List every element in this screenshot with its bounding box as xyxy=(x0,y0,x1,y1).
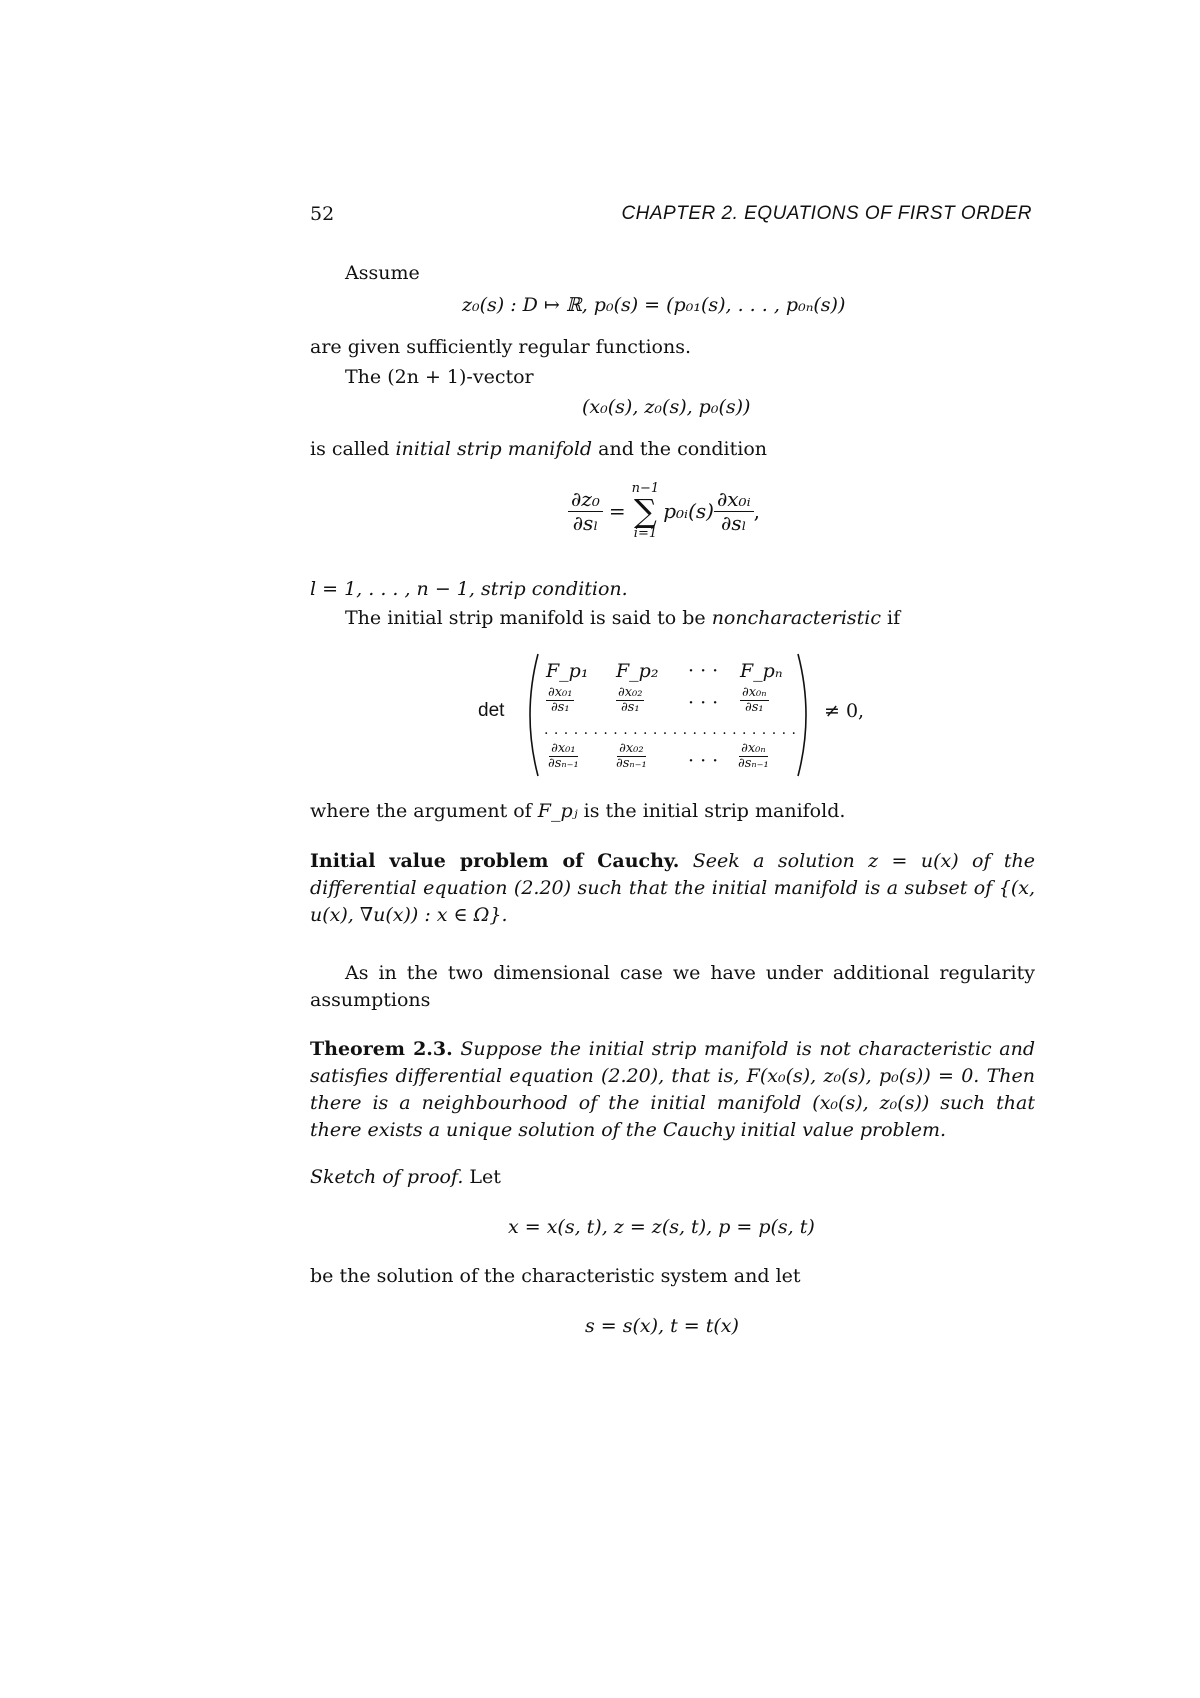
equation-strip-vector: (x₀(s), z₀(s), p₀(s)) xyxy=(582,396,751,418)
strip-condition-range: l = 1, . . . , n − 1, xyxy=(310,578,481,600)
theorem-paragraph xyxy=(310,1036,1035,1144)
fraction-denominator: ∂sₗ xyxy=(572,510,599,535)
right-paren xyxy=(792,652,818,778)
fraction-numerator: ∂z₀ xyxy=(568,488,603,512)
fraction-numerator: ∂x₀₂ xyxy=(618,685,643,700)
fraction-denominator: ∂sₗ xyxy=(721,510,747,535)
ivp-paragraph xyxy=(310,848,1035,929)
fraction-denominator: ∂s₁ xyxy=(620,699,640,715)
proof-intro xyxy=(310,1166,501,1188)
proof-let: Let xyxy=(463,1166,501,1188)
ivp-text: Seek a solution z = u(x) of the differential equation (2.20) such that the initial manifold is a subset of {(x, u(x), ∇u(x)) : x ∈ Ω}. xyxy=(310,850,1035,926)
equation-strip-condition xyxy=(568,482,760,540)
matrix-fraction xyxy=(614,742,649,770)
equation-characteristic-solution: x = x(s, t), z = z(s, t), p = p(s, t) xyxy=(508,1216,815,1238)
equation-given-functions: z₀(s) : D ↦ ℝ, p₀(s) = (p₀₁(s), . . . , p₀ₙ(s)) xyxy=(462,294,846,316)
theorem-title: Theorem 2.3. xyxy=(310,1038,453,1060)
term-strip-condition: strip condition. xyxy=(480,578,628,600)
called-pre: is called xyxy=(310,438,396,460)
matrix-fraction xyxy=(736,742,771,770)
fraction-denominator: ∂sₙ₋₁ xyxy=(548,755,579,771)
fraction-denominator: ∂sₙ₋₁ xyxy=(616,755,647,771)
called-post: and the condition xyxy=(592,438,768,460)
matrix-hdots: · · · xyxy=(688,750,719,772)
fraction-dx-ds xyxy=(714,488,754,535)
arg-symbol: F_pⱼ xyxy=(537,800,578,822)
page-number: 52 xyxy=(310,203,335,225)
fraction-numerator: ∂x₀₁ xyxy=(548,685,573,700)
regularity-paragraph: As in the two dimensional case we have under additional regularity assumptions xyxy=(310,962,1035,1011)
equation-inverse: s = s(x), t = t(x) xyxy=(585,1315,739,1337)
matrix-fraction xyxy=(546,686,574,714)
noncharacteristic-sentence xyxy=(345,607,900,629)
fraction-denominator: ∂sₙ₋₁ xyxy=(738,755,769,771)
strip-condition-label xyxy=(310,578,628,600)
argument-sentence xyxy=(310,800,845,822)
arg-post: is the initial strip manifold. xyxy=(577,800,846,822)
nonchar-pre: The initial strip manifold is said to be xyxy=(345,607,712,629)
fraction-numerator: ∂x₀₂ xyxy=(619,741,644,756)
fraction-denominator: ∂s₁ xyxy=(744,699,764,715)
matrix-entry: F_p₂ xyxy=(616,660,659,682)
matrix-dots-row: . . . . . . . . . . . . . . . . . . . . . . . . . . xyxy=(544,722,797,738)
det-label: det xyxy=(478,700,505,721)
sum-symbol: ∑ xyxy=(634,492,657,530)
matrix-hdots: · · · xyxy=(688,660,719,682)
left-paren xyxy=(518,652,544,778)
given-text: are given sufficiently regular functions. xyxy=(310,336,692,358)
fraction-dz-ds xyxy=(568,488,603,535)
theorem-text: Suppose the initial strip manifold is not characteristic and satisfies differential equation (2.20), that is, F(x₀(s), z₀(s), p₀(s)) = 0. Then there is a neighbourhood of the initial manifold (x₀(s), z₀(s)) such that there exists a unique solution of the Cauchy initial value problem. xyxy=(310,1038,1035,1141)
matrix-entry: F_pₙ xyxy=(740,660,783,682)
fraction-numerator: ∂x₀ᵢ xyxy=(714,488,754,512)
sum-term: p₀ᵢ(s) xyxy=(663,499,714,523)
det-relation: ≠ 0, xyxy=(824,700,865,722)
fraction-numerator: ∂x₀₁ xyxy=(551,741,576,756)
solution-sentence: be the solution of the characteristic system and let xyxy=(310,1265,801,1287)
fraction-numerator: ∂x₀ₙ xyxy=(742,685,767,700)
matrix-entry: F_p₁ xyxy=(546,660,589,682)
nonchar-post: if xyxy=(881,607,901,629)
trailing-comma: , xyxy=(753,499,760,523)
matrix-hdots: · · · xyxy=(688,692,719,714)
proof-label: Sketch of proof. xyxy=(310,1166,464,1188)
fraction-denominator: ∂s₁ xyxy=(550,699,570,715)
running-title: CHAPTER 2. EQUATIONS OF FIRST ORDER xyxy=(621,203,1032,224)
term-initial-strip-manifold: initial strip manifold xyxy=(395,438,593,460)
summation xyxy=(632,482,660,540)
matrix-fraction xyxy=(546,742,581,770)
term-noncharacteristic: noncharacteristic xyxy=(711,607,881,629)
sum-lower-limit: i=1 xyxy=(633,526,658,541)
matrix-fraction xyxy=(616,686,644,714)
matrix-fraction xyxy=(740,686,769,714)
sum-upper-limit: n−1 xyxy=(631,481,660,496)
fraction-numerator: ∂x₀ₙ xyxy=(741,741,766,756)
equals-sign: = xyxy=(608,499,626,523)
ivp-title: Initial value problem of Cauchy. xyxy=(310,850,680,872)
arg-pre: where the argument of xyxy=(310,800,538,822)
called-sentence xyxy=(310,438,767,460)
assume-text: Assume xyxy=(345,262,420,284)
vector-intro: The (2n + 1)-vector xyxy=(345,366,534,388)
